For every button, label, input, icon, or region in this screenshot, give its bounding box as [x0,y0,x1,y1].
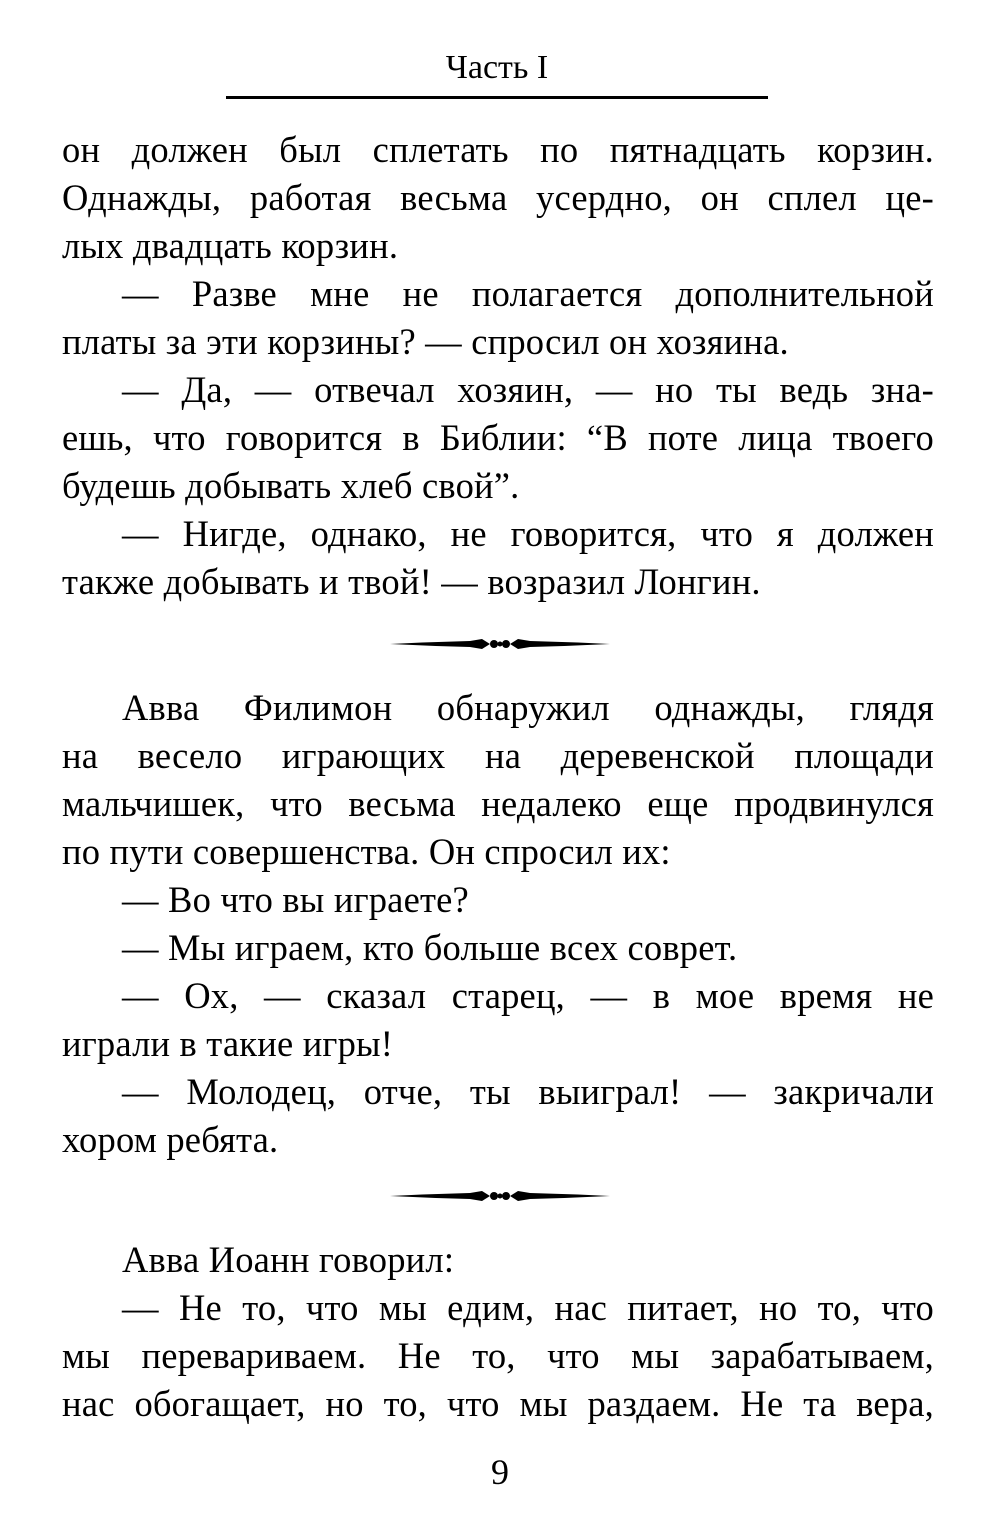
text-line: мы перевариваем. Не то, что мы зарабатываем, [62,1335,934,1376]
text-line: — Разве мне не полагается дополнительной [122,273,934,314]
text-line: нас обогащает, но то, что мы раздаем. Не та вера, [62,1383,934,1424]
text-line: по пути совершенства. Он спросил их: [62,831,671,872]
text-line: — Ох, — сказал старец, — в мое время не [122,975,934,1016]
text-line: платы за эти корзины? — спросил он хозяина. [62,321,789,362]
section-divider-ornament [390,634,610,654]
text-section-1 [62,126,934,606]
header-rule [226,96,768,99]
running-header: Часть I [445,49,549,86]
text-line: — Не то, что мы едим, нас питает, но то, что [122,1287,934,1328]
text-line: играли в такие игры! [62,1023,394,1064]
text-line: Авва Иоанн говорил: [122,1239,455,1280]
text-line: лых двадцать корзин. [62,225,399,266]
text-line: также добывать и твой! — возразил Лонгин. [62,561,761,602]
text-line: — Во что вы играете? [122,879,469,920]
text-line: — Да, — отвечал хозяин, — но ты ведь зна- [122,369,934,410]
text-line: ешь, что говорится в Библии: “В поте лица твоего [62,417,934,458]
text-line: он должен был сплетать по пятнадцать корзин. [62,129,934,170]
text-line: — Нигде, однако, не говорится, что я должен [122,513,934,554]
text-line: Однажды, работая весьма усердно, он сплел це- [62,177,934,218]
text-line: — Мы играем, кто больше всех соврет. [122,927,738,968]
text-line: мальчишек, что весьма недалеко еще продвинулся [62,783,934,824]
text-line: — Молодец, отче, ты выиграл! — закричали [122,1071,934,1112]
text-line: Авва Филимон обнаружил однажды, глядя [122,687,934,728]
text-line: хором ребята. [62,1119,279,1160]
text-section-2 [62,684,934,1164]
text-line: будешь добывать хлеб свой”. [62,465,520,506]
text-line: на весело играющих на деревенской площади [62,735,934,776]
text-section-3 [62,1236,934,1428]
page-number: 9 [491,1452,509,1492]
section-divider-ornament [390,1186,610,1206]
